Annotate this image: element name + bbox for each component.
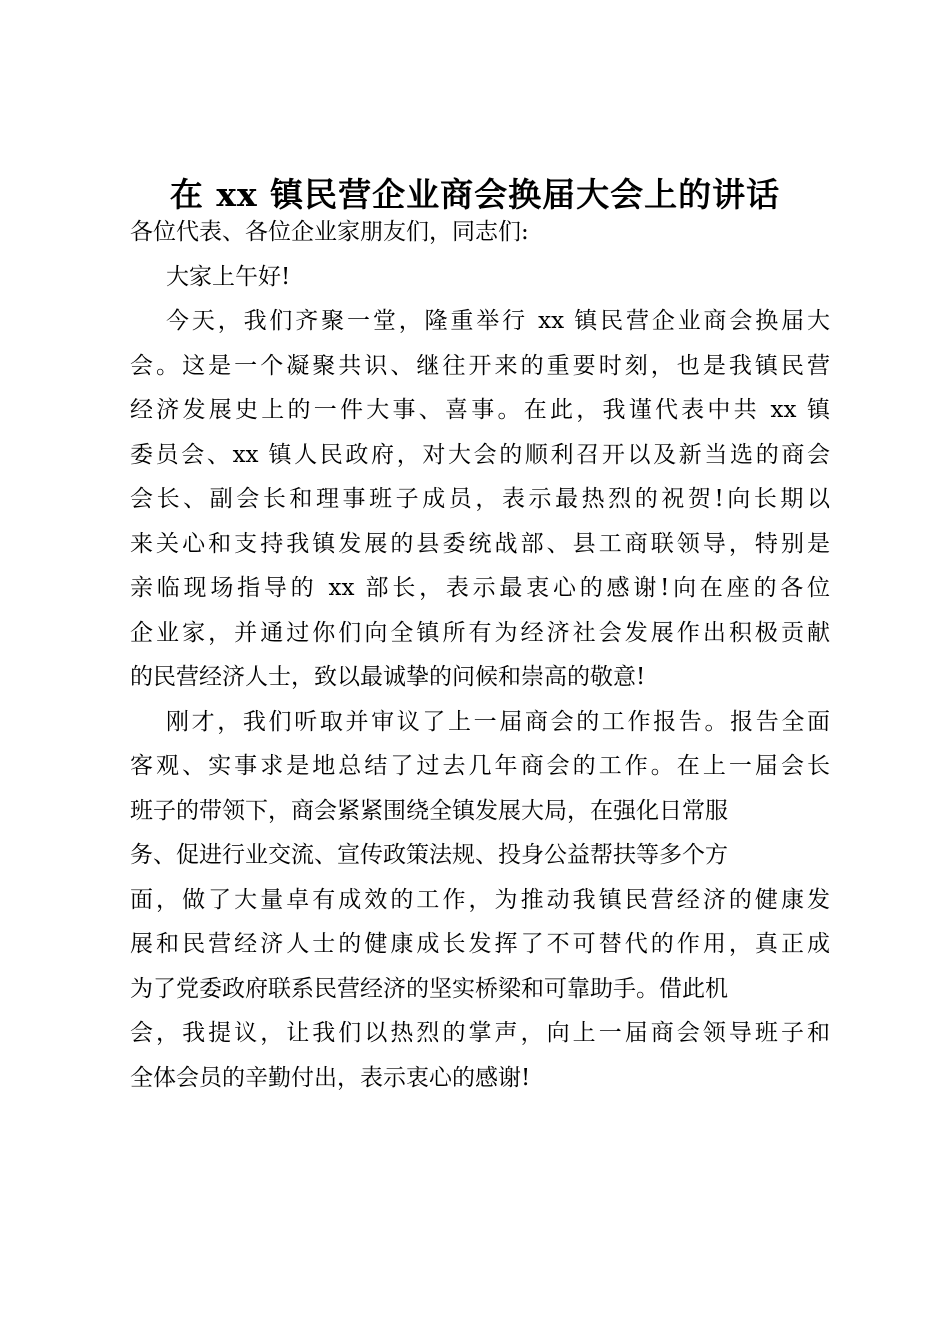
- paragraph-line: 会长、副会长和理事班子成员，表示最热烈的祝贺!向长期以: [130, 486, 830, 512]
- paragraph-line: 全体会员的辛勤付出，表示衷心的感谢!: [130, 1064, 531, 1091]
- paragraph-line: 会，我提议，让我们以热烈的掌声，向上一届商会领导班子和: [130, 1020, 830, 1046]
- document-body: [130, 210, 830, 1100]
- paragraph-line: 来关心和支持我镇发展的县委统战部、县工商联领导，特别是: [130, 530, 830, 557]
- paragraph-line: 经济发展史上的一件大事、喜事。在此，我谨代表中共 xx 镇: [130, 397, 830, 423]
- paragraph-1: [130, 299, 830, 700]
- paragraph-line: 客观、实事求是地总结了过去几年商会的工作。在上一届会长: [130, 753, 830, 779]
- paragraph-line: 刚才，我们听取并审议了上一届商会的工作报告。报告全面: [166, 708, 830, 735]
- greeting-line: 大家上午好!: [166, 263, 291, 290]
- paragraph-line: 务、促进行业交流、宣传政策法规、投身公益帮扶等多个方: [130, 842, 728, 868]
- paragraph-line: 为了党委政府联系民营经济的坚实桥梁和可靠助手。借此机: [130, 975, 728, 1002]
- paragraph-line: 亲临现场指导的 xx 部长，表示最衷心的感谢!向在座的各位: [130, 575, 830, 601]
- paragraph-line: 的民营经济人士，致以最诚挚的问候和崇高的敬意!: [130, 664, 646, 690]
- paragraph-line: 面，做了大量卓有成效的工作，为推动我镇民营经济的健康发: [130, 886, 830, 913]
- paragraph-line: 会。这是一个凝聚共识、继往开来的重要时刻，也是我镇民营: [130, 352, 830, 379]
- paragraph-line: 班子的带领下，商会紧紧围绕全镇发展大局，在强化日常服: [130, 797, 728, 824]
- paragraph-line: 展和民营经济人士的健康成长发挥了不可替代的作用，真正成: [130, 931, 830, 957]
- salutation-line: 各位代表、各位企业家朋友们，同志们:: [130, 219, 529, 245]
- paragraph-2: [130, 700, 830, 1101]
- document-title: 在 xx 镇民营企业商会换届大会上的讲话: [169, 175, 781, 214]
- paragraph-line: 委员会、xx 镇人民政府，对大会的顺利召开以及新当选的商会: [130, 441, 830, 468]
- paragraph-line: 今天，我们齐聚一堂，隆重举行 xx 镇民营企业商会换届大: [166, 308, 830, 334]
- paragraph-line: 企业家，并通过你们向全镇所有为经济社会发展作出积极贡献: [130, 619, 830, 646]
